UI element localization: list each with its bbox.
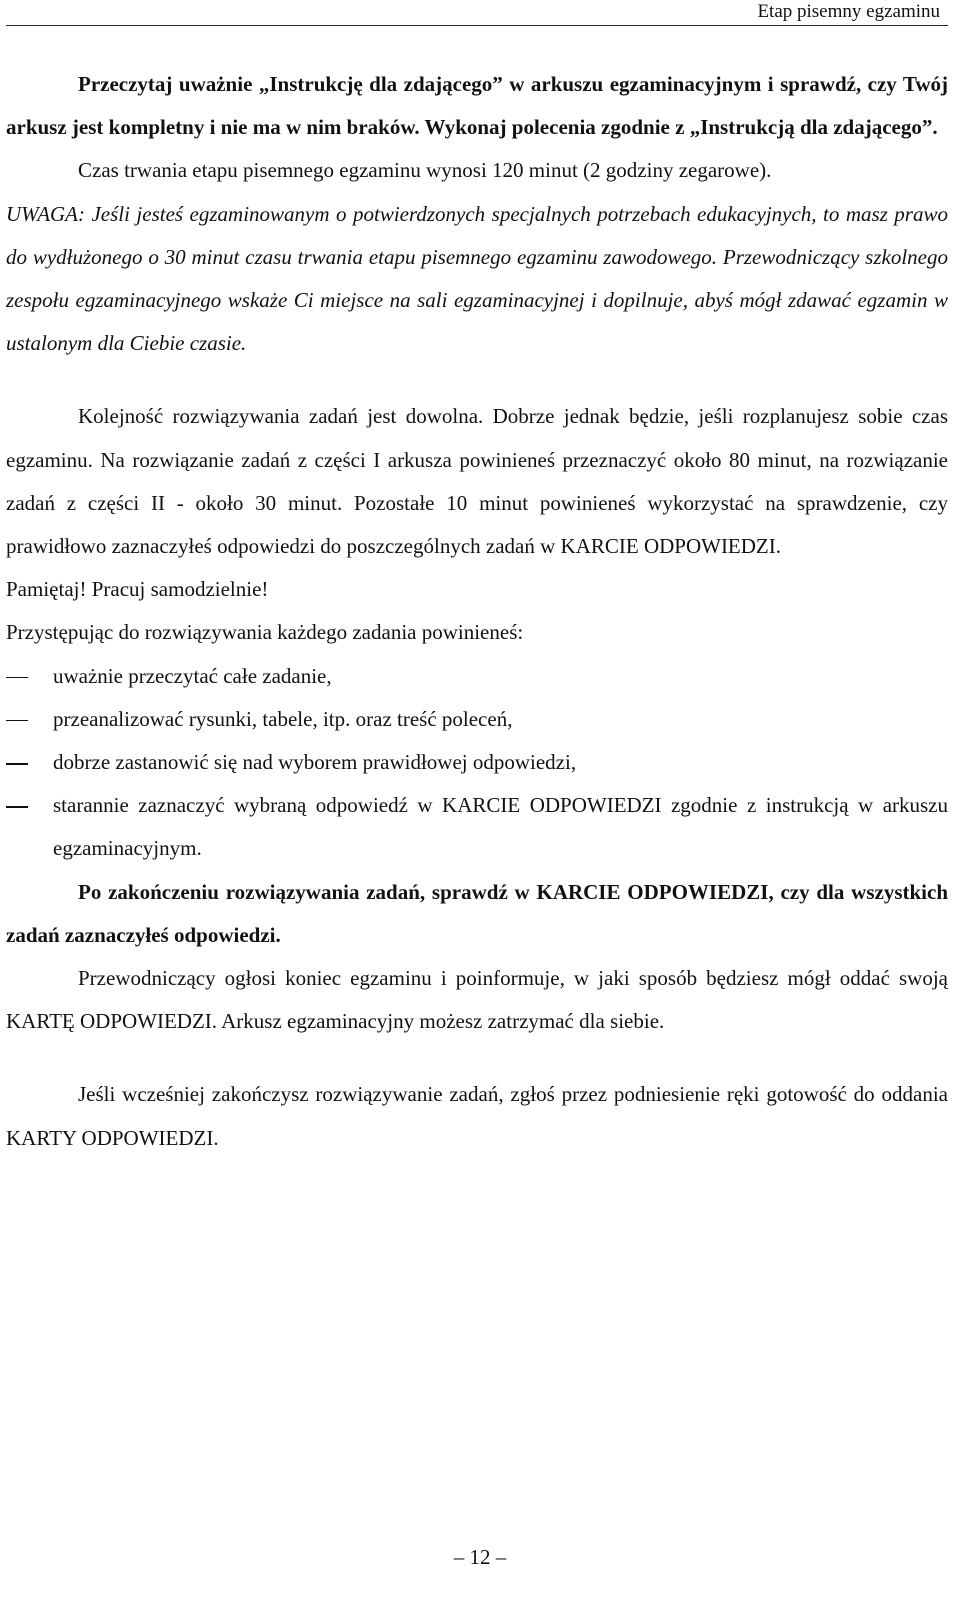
end-exam-paragraph: Przewodniczący ogłosi koniec egzaminu i poinformuje, w jaki sposób będziesz mógł oddać swoją KARTĘ ODPOWIEDZI. Arkusz egzaminacyjny możesz zatrzymać dla siebie.	[6, 966, 948, 1034]
header-rule	[6, 25, 948, 26]
time-paragraph: Czas trwania etapu pisemnego egzaminu wynosi 120 minut (2 godziny zegarowe).	[78, 158, 772, 183]
check-answers-paragraph: Po zakończeniu rozwiązywania zadań, sprawdź w KARCIE ODPOWIEDZI, czy dla wszystkich zadań zaznaczyłeś odpowiedzi.	[6, 879, 948, 947]
list-item: przeanalizować rysunki, tabele, itp. oraz treść poleceń,	[53, 706, 513, 731]
spacer	[6, 1043, 948, 1073]
remember-paragraph: Pamiętaj! Pracuj samodzielnie!	[6, 577, 269, 602]
page-body	[6, 63, 948, 1160]
list-item: uważnie przeczytać całe zadanie,	[53, 663, 332, 688]
early-finish-paragraph: Jeśli wcześniej zakończysz rozwiązywanie zadań, zgłoś przez podniesienie ręki gotowość do oddania KARTY ODPOWIEDZI.	[6, 1082, 948, 1150]
instruction-paragraph: Przeczytaj uważnie „Instrukcję dla zdającego” w arkuszu egzaminacyjnym i sprawdź, czy Twój arkusz jest kompletny i nie ma w nim braków. Wykonaj polecenia zgodnie z „Instrukcją dla zdającego”.	[6, 72, 948, 140]
spacer	[6, 365, 948, 395]
order-paragraph: Kolejność rozwiązywania zadań jest dowolna. Dobrze jednak będzie, jeśli rozplanujesz sobie czas egzaminu. Na rozwiązanie zadań z części I arkusza powinieneś przeznaczyć około 80 minut, na rozwiązanie zadań z części II - około 30 minut. Pozostałe 10 minut powinieneś wykorzystać na sprawdzenie, czy prawidłowo zaznaczyłeś odpowiedzi do poszczególnych zadań w KARCIE ODPOWIEDZI.	[6, 404, 948, 559]
list-item: dobrze zastanowić się nad wyborem prawidłowej odpowiedzi,	[53, 750, 577, 775]
note-paragraph: UWAGA: Jeśli jesteś egzaminowanym o potwierdzonych specjalnych potrzebach edukacyjnych, to masz prawo do wydłużonego o 30 minut czasu trwania etapu pisemnego egzaminu zawodowego. Przewodniczący szkolnego zespołu egzaminacyjnego wskaże Ci miejsce na sali egzaminacyjnej i dopilnuje, abyś mógł zdawać egzamin w ustalonym dla Ciebie czasie.	[6, 201, 948, 356]
page-number: – 12 –	[453, 1545, 507, 1569]
running-header: Etap pisemny egzaminu	[757, 1, 940, 22]
list-item: starannie zaznaczyć wybraną odpowiedź w KARCIE ODPOWIEDZI zgodnie z instrukcją w arkuszu egzaminacyjnym.	[53, 793, 948, 861]
steps-intro: Przystępując do rozwiązywania każdego zadania powinieneś:	[6, 620, 524, 645]
steps-list	[6, 655, 948, 871]
